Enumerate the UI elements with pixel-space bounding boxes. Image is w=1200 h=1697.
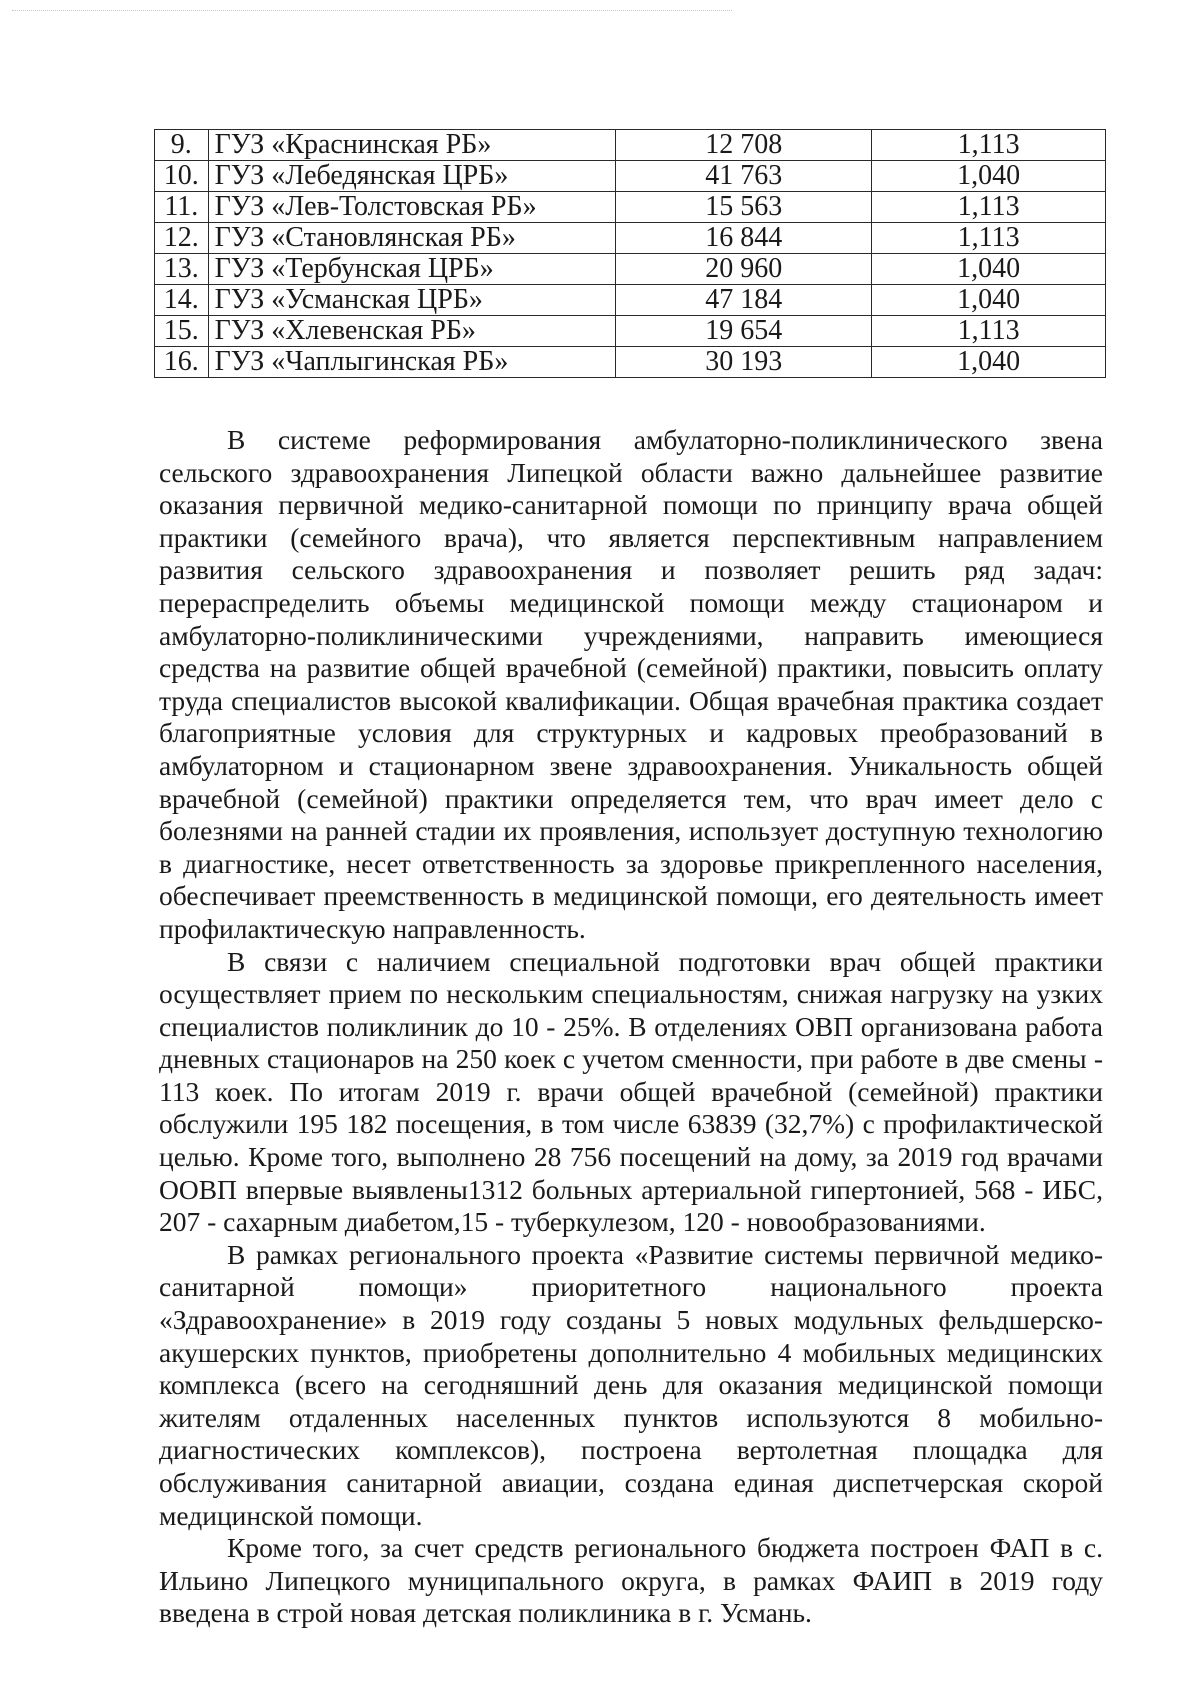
hospital-table — [154, 129, 1106, 378]
table-row — [155, 161, 1106, 192]
institution-name: ГУЗ «Лев-Толстовская РБ» — [208, 192, 616, 223]
institution-name: ГУЗ «Усманская ЦРБ» — [208, 285, 616, 316]
institution-name: ГУЗ «Хлевенская РБ» — [208, 316, 616, 347]
row-number: 11. — [155, 192, 209, 223]
table-row — [155, 223, 1106, 254]
table-row — [155, 347, 1106, 378]
body-text — [159, 424, 1103, 1630]
table-row — [155, 254, 1106, 285]
institution-name: ГУЗ «Становлянская РБ» — [208, 223, 616, 254]
coefficient-value: 1,040 — [872, 161, 1106, 192]
population-value: 19 654 — [616, 316, 872, 347]
institution-name: ГУЗ «Чаплыгинская РБ» — [208, 347, 616, 378]
coefficient-value: 1,113 — [872, 316, 1106, 347]
table-row — [155, 192, 1106, 223]
population-value: 41 763 — [616, 161, 872, 192]
paragraph-regional-project: В рамках регионального проекта «Развитие системы первичной медико-санитарной помощи» приоритетного национального проекта «Здравоохранение» в 2019 году созданы 5 новых модульных фельдшерско-акушерских пунктов, приобретены дополнительно 4 мобильных медицинских комплекса (всего на сегодняшний день для оказания медицинской помощи жителям отдаленных населенных пунктов используются 8 мобильно-диагностических комплексов), построена вертолетная площадка для обслуживания санитарной авиации, создана единая диспетчерская скорой медицинской помощи. — [159, 1238, 1103, 1531]
population-value: 47 184 — [616, 285, 872, 316]
institution-name: ГУЗ «Тербунская ЦРБ» — [208, 254, 616, 285]
row-number: 9. — [155, 130, 209, 161]
row-number: 16. — [155, 347, 209, 378]
population-value: 16 844 — [616, 223, 872, 254]
scan-edge-line — [12, 10, 732, 11]
population-value: 15 563 — [616, 192, 872, 223]
row-number: 13. — [155, 254, 209, 285]
paragraph-regional-budget: Кроме того, за счет средств регионального бюджета построен ФАП в с. Ильино Липецкого муниципального округа, в рамках ФАИП в 2019 году введена в строй новая детская поликлиника в г. Усмань. — [159, 1532, 1103, 1629]
row-number: 12. — [155, 223, 209, 254]
population-value: 12 708 — [616, 130, 872, 161]
table-row — [155, 316, 1106, 347]
population-value: 30 193 — [616, 347, 872, 378]
paragraph-ovp-results: В связи с наличием специальной подготовки врач общей практики осуществляет прием по нескольким специальностям, снижая нагрузку на узких специалистов поликлиник до 10 - 25%. В отделениях ОВП организована работа дневных стационаров на 250 коек с учетом сменности, при работе в две смены - 113 коек. По итогам 2019 г. врачи общей врачебной (семейной) практики обслужили 195 182 посещения, в том числе 63839 (32,7%) с профилактической целью. Кроме того, выполнено 28 756 посещений на дому, за 2019 год врачами ООВП впервые выявлены1312 больных артериальной гипертонией, 568 - ИБС, 207 - сахарным диабетом,15 - туберкулезом, 120 - новообразованиями. — [159, 945, 1103, 1238]
institution-name: ГУЗ «Лебедянская ЦРБ» — [208, 161, 616, 192]
institution-name: ГУЗ «Краснинская РБ» — [208, 130, 616, 161]
row-number: 14. — [155, 285, 209, 316]
row-number: 10. — [155, 161, 209, 192]
coefficient-value: 1,040 — [872, 347, 1106, 378]
population-value: 20 960 — [616, 254, 872, 285]
coefficient-value: 1,113 — [872, 130, 1106, 161]
paragraph-ovp-reform: В системе реформирования амбулаторно-поликлинического звена сельского здравоохранения Липецкой области важно дальнейшее развитие оказания первичной медико-санитарной помощи по принципу врача общей практики (семейного врача), что является перспективным направлением развития сельского здравоохранения и позволяет решить ряд задач: перераспределить объемы медицинской помощи между стационаром и амбулаторно-поликлиническими учреждениями, направить имеющиеся средства на развитие общей врачебной (семейной) практики, повысить оплату труда специалистов высокой квалификации. Общая врачебная практика создает благоприятные условия для структурных и кадровых преобразований в амбулаторном и стационарном звене здравоохранения. Уникальность общей врачебной (семейной) практики определяется тем, что врач имеет дело с болезнями на ранней стадии их проявления, использует доступную технологию в диагностике, несет ответственность за здоровье прикрепленного населения, обеспечивает преемственность в медицинской помощи, его деятельность имеет профилактическую направленность. — [159, 424, 1103, 944]
row-number: 15. — [155, 316, 209, 347]
table-row — [155, 285, 1106, 316]
coefficient-value: 1,040 — [872, 285, 1106, 316]
coefficient-value: 1,113 — [872, 192, 1106, 223]
table-row — [155, 130, 1106, 161]
coefficient-value: 1,113 — [872, 223, 1106, 254]
coefficient-value: 1,040 — [872, 254, 1106, 285]
